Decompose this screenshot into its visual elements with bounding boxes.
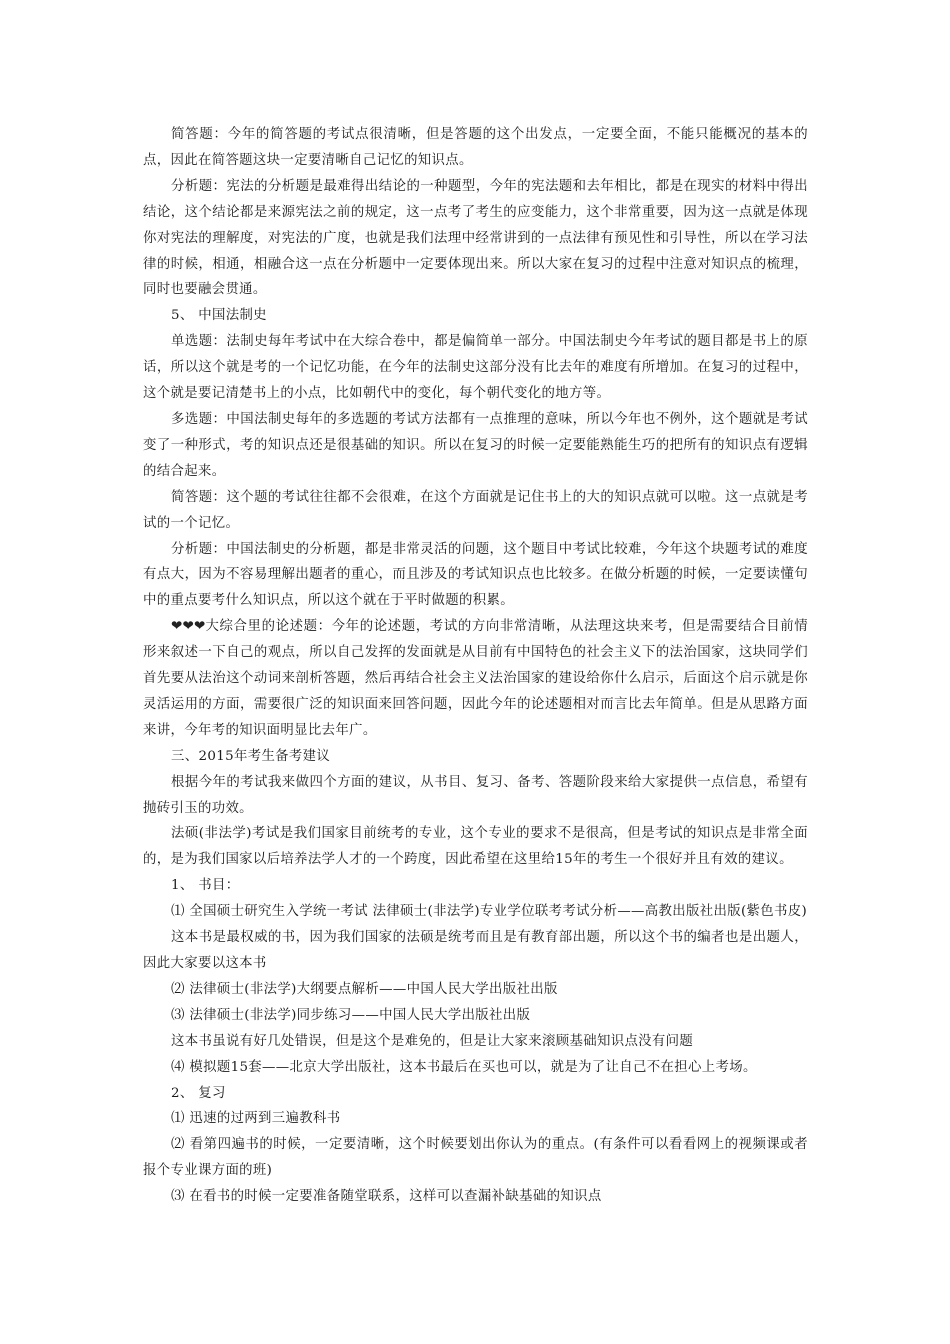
subheading-books: 1、 书目：	[171, 878, 240, 894]
paragraph-essay-text: 大综合里的论述题：今年的论述题，考试的方向非常清晰，从法理这块来考，但是需要结合目前情形来叙述一下自己的观点，所以自己发挥的发面就是从目前有中国特色的社会主义下的法治国家，这块同学们首先要从法治这个动词来剖析答题，然后再结合社会主义法治国家的建设给你什么启示，后面这个启示就是你灵活运用的方面，需要很广泛的知识面来回答问题，因此今年的论述题相对而言比去年简单。但是从思路方面来讲，今年考的知识面明显比去年广。	[143, 619, 808, 738]
paragraph-essay	[143, 614, 808, 744]
paragraph-history-multiple-choice: 多选题：中国法制史每年的多选题的考试方法都有一点推理的意味，所以今年也不例外，这个题就是考试变了一种形式，考的知识点还是很基础的知识。所以在复习的时候一定要能熟能生巧的把所有的知识点有逻辑的结合起来。	[143, 411, 808, 479]
paragraph-exam-overview: 法硕(非法学)考试是我们国家目前统考的专业，这个专业的要求不是很高，但是考试的知识点是非常全面的，是为我们国家以后培养法学人才的一个跨度，因此希望在这里给15年的考生一个很好并且有效的建议。	[143, 826, 808, 868]
section-heading-2015-advice: 三、2015年考生备考建议	[171, 748, 331, 764]
book-item-4: ⑷ 模拟题15套——北京大学出版社，这本书最后在买也可以，就是为了让自己不在担心上考场。	[171, 1059, 757, 1075]
paragraph-constitution-analysis: 分析题：宪法的分析题是最难得出结论的一种题型，今年的宪法题和去年相比，都是在现实的材料中得出结论，这个结论都是来源宪法之前的规定，这一点考了考生的应变能力，这个非常重要，因为这一点就是体现你对宪法的理解度，对宪法的广度，也就是我们法理中经常讲到的一点法律有预见性和引导性，所以在学习法律的时候，相通，相融合这一点在分析题中一定要体现出来。所以大家在复习的过程中注意对知识点的梳理，同时也要融会贯通。	[143, 178, 808, 298]
section-heading-legal-history: 5、 中国法制史	[171, 308, 267, 324]
document-body	[143, 122, 808, 1210]
heart-icon: ❤❤❤	[171, 619, 206, 635]
paragraph-constitution-short-answer: 简答题：今年的简答题的考试点很清晰，但是答题的这个出发点，一定要全面，不能只能概况的基本的点，因此在简答题这块一定要清晰自己记忆的知识点。	[143, 127, 808, 168]
paragraph-history-analysis: 分析题：中国法制史的分析题，都是非常灵活的问题，这个题目中考试比较难，今年这个块题考试的难度有点大，因为不容易理解出题者的重心，而且涉及的考试知识点也比较多。在做分析题的时候，一定要读懂句中的重点要考什么知识点，所以这个就在于平时做题的积累。	[143, 541, 808, 609]
paragraph-book-1-note: 这本书是最权威的书，因为我们国家的法硕是统考而且是有教育部出题，所以这个书的编者也是出题人，因此大家要以这本书	[143, 930, 808, 971]
review-item-2: ⑵ 看第四遍书的时候，一定要清晰，这个时候要划出你认为的重点。(有条件可以看看网上的视频课或者报个专业课方面的班)	[143, 1137, 808, 1179]
review-item-3: ⑶ 在看书的时候一定要准备随堂联系，这样可以查漏补缺基础的知识点	[171, 1189, 602, 1205]
paragraph-history-single-choice: 单选题：法制史每年考试中在大综合卷中，都是偏简单一部分。中国法制史今年考试的题目都是书上的原话，所以这个就是考的一个记忆功能，在今年的法制史这部分没有比去年的难度有所增加。在复习的过程中，这个就是要记清楚书上的小点，比如朝代中的变化，每个朝代变化的地方等。	[143, 334, 808, 402]
book-item-3: ⑶ 法律硕士(非法学)同步练习——中国人民大学出版社出版	[171, 1007, 531, 1023]
paragraph-history-short-answer: 简答题：这个题的考试往往都不会很难，在这个方面就是记住书上的大的知识点就可以啦。这一点就是考试的一个记忆。	[143, 489, 808, 531]
paragraph-advice-intro: 根据今年的考试我来做四个方面的建议，从书目、复习、备考、答题阶段来给大家提供一点信息，希望有抛砖引玉的功效。	[143, 774, 808, 816]
review-item-1: ⑴ 迅速的过两到三遍教科书	[171, 1111, 341, 1127]
paragraph-book-3-note: 这本书虽说有好几处错误，但是这个是难免的，但是让大家来滚顾基础知识点没有问题	[171, 1033, 694, 1049]
book-item-2: ⑵ 法律硕士(非法学)大纲要点解析——中国人民大学出版社出版	[171, 981, 558, 997]
subheading-review: 2、 复习	[171, 1085, 226, 1101]
book-item-1: ⑴ 全国硕士研究生入学统一考试 法律硕士(非法学)专业学位联考考试分析——高教出版社出版(紫色书皮)	[171, 904, 808, 920]
